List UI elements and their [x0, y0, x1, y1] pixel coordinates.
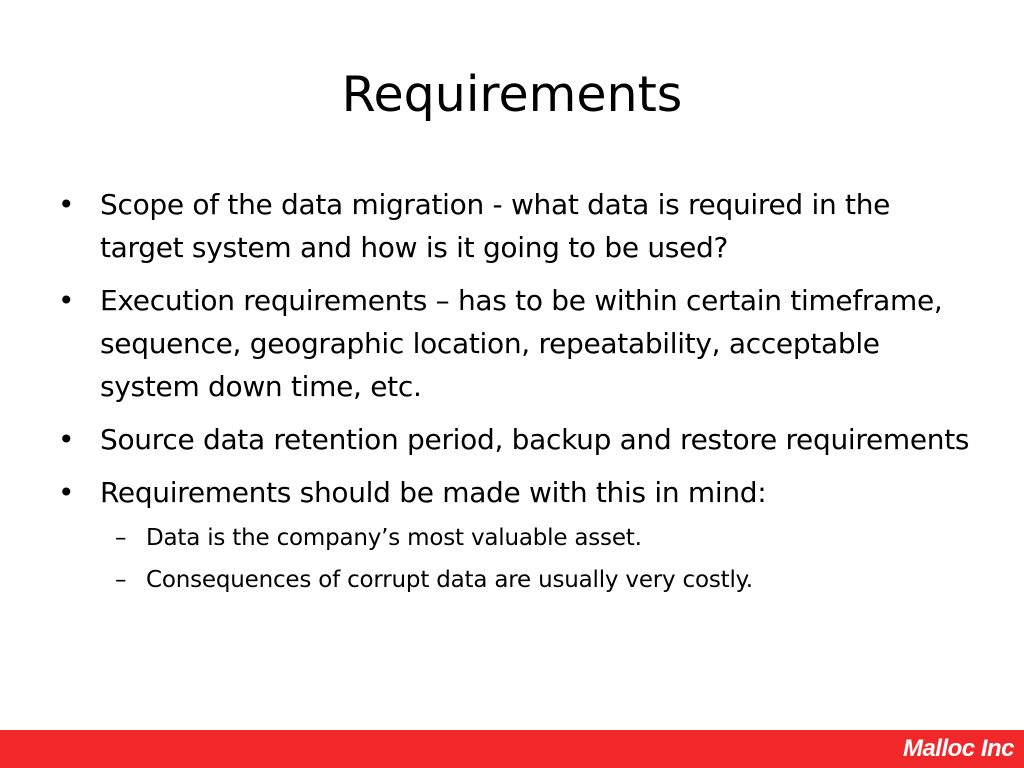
- sub-bullet-item-asset: [58, 520, 978, 556]
- bullet-text: Source data retention period, backup and restore requirements: [100, 423, 970, 456]
- bullet-marker: •: [58, 188, 75, 221]
- bullet-item-execution: [58, 279, 978, 408]
- sub-bullet-item-consequences: [58, 562, 978, 598]
- sub-bullet-list: [58, 520, 978, 598]
- bullet-item-retention: [58, 418, 978, 461]
- bullet-marker: •: [58, 423, 75, 456]
- company-logo: Malloc Inc: [902, 735, 1014, 762]
- bullet-item-scope: [58, 183, 978, 269]
- bullet-text: Execution requirements – has to be within certain timeframe, sequence, geographic location, repeatability, acceptable system down time, etc.: [100, 284, 943, 403]
- bullet-list: [58, 183, 978, 608]
- bullet-text: Scope of the data migration - what data is required in the target system and how is it going to be used?: [100, 188, 891, 264]
- slide-title: Requirements: [341, 66, 683, 123]
- sub-bullet-text: Consequences of corrupt data are usually very costly.: [146, 567, 753, 593]
- bullet-text: Requirements should be made with this in mind:: [100, 476, 767, 509]
- bullet-marker: •: [58, 476, 75, 509]
- bullet-marker: •: [58, 284, 75, 317]
- sub-bullet-marker: –: [115, 525, 127, 551]
- sub-bullet-marker: –: [115, 567, 127, 593]
- footer-bar: [0, 730, 1024, 768]
- bullet-item-mindset: [58, 471, 978, 598]
- sub-bullet-text: Data is the company’s most valuable asset.: [146, 525, 642, 551]
